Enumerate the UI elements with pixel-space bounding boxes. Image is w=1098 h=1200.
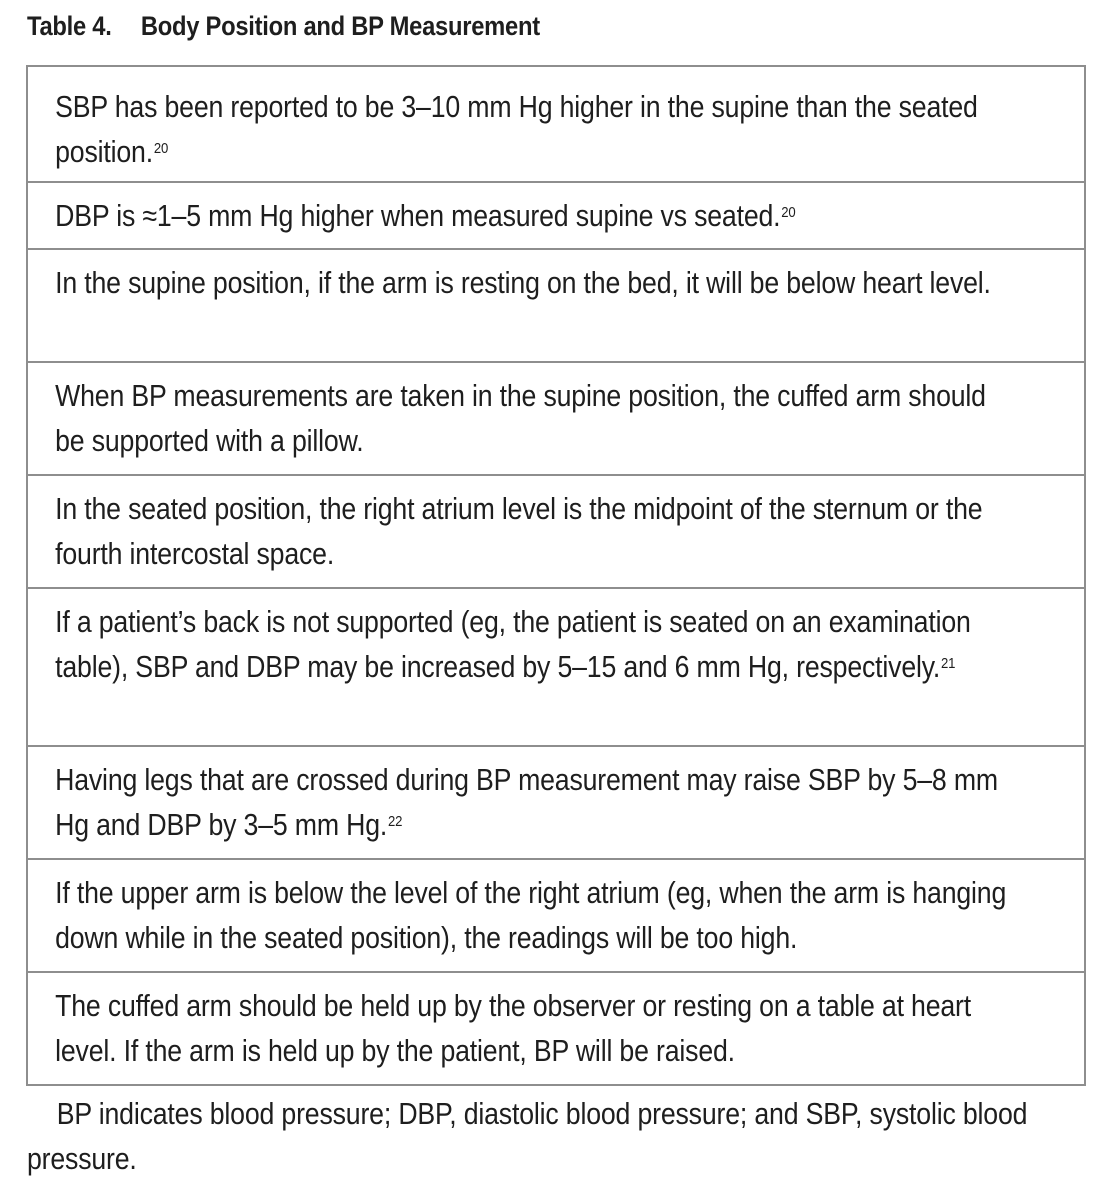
table-cell: [27, 66, 1085, 182]
row-text: Having legs that are crossed during BP measurement may raise SBP by 5–8 mm Hg and DBP by 3–5 mm Hg.: [55, 763, 998, 842]
table-cell: [27, 859, 1085, 972]
table-cell: [27, 182, 1085, 249]
bp-table: [26, 65, 1086, 1086]
table-cell: [27, 588, 1085, 746]
table-title-text: Body Position and BP Measurement: [140, 11, 540, 41]
row-text: If a patient’s back is not supported (eg, the patient is seated on an examination table), SBP and DBP may be increased by 5–15 and 6 mm Hg, respectively.: [55, 605, 971, 684]
table-cell: [27, 249, 1085, 362]
table-row: [27, 182, 1085, 249]
table-cell: [27, 362, 1085, 475]
table-cell: [27, 972, 1085, 1085]
table-row: [27, 972, 1085, 1085]
row-text: In the supine position, if the arm is resting on the bed, it will be below heart level.: [55, 266, 991, 300]
citation-ref: 20: [153, 140, 169, 157]
row-text: If the upper arm is below the level of the right atrium (eg, when the arm is hanging down while in the seated position), the readings will be too high.: [55, 876, 1007, 955]
citation-ref: 20: [781, 204, 796, 221]
table-number: Table 4.: [27, 11, 112, 41]
row-text: SBP has been reported to be 3–10 mm Hg higher in the supine than the seated position.: [55, 90, 978, 169]
row-text: DBP is ≈1–5 mm Hg higher when measured supine vs seated.: [55, 199, 781, 233]
table-row: [27, 746, 1085, 859]
citation-ref: 22: [388, 813, 403, 830]
table-cell: [27, 746, 1085, 859]
table-row: [27, 66, 1085, 182]
table-title: [27, 6, 540, 46]
table-cell: [27, 475, 1085, 588]
table-row: [27, 362, 1085, 475]
table-row: [27, 249, 1085, 362]
table-row: [27, 588, 1085, 746]
table-footnote: BP indicates blood pressure; DBP, diastolic blood pressure; and SBP, systolic blood pressure.: [27, 1097, 1028, 1176]
row-text: When BP measurements are taken in the supine position, the cuffed arm should be supported with a pillow.: [55, 379, 986, 458]
citation-ref: 21: [941, 655, 956, 672]
table-row: [27, 475, 1085, 588]
row-text: In the seated position, the right atrium level is the midpoint of the sternum or the fourth intercostal space.: [55, 492, 983, 571]
row-text: The cuffed arm should be held up by the observer or resting on a table at heart level. If the arm is held up by the patient, BP will be raised.: [55, 989, 972, 1068]
table-row: [27, 859, 1085, 972]
